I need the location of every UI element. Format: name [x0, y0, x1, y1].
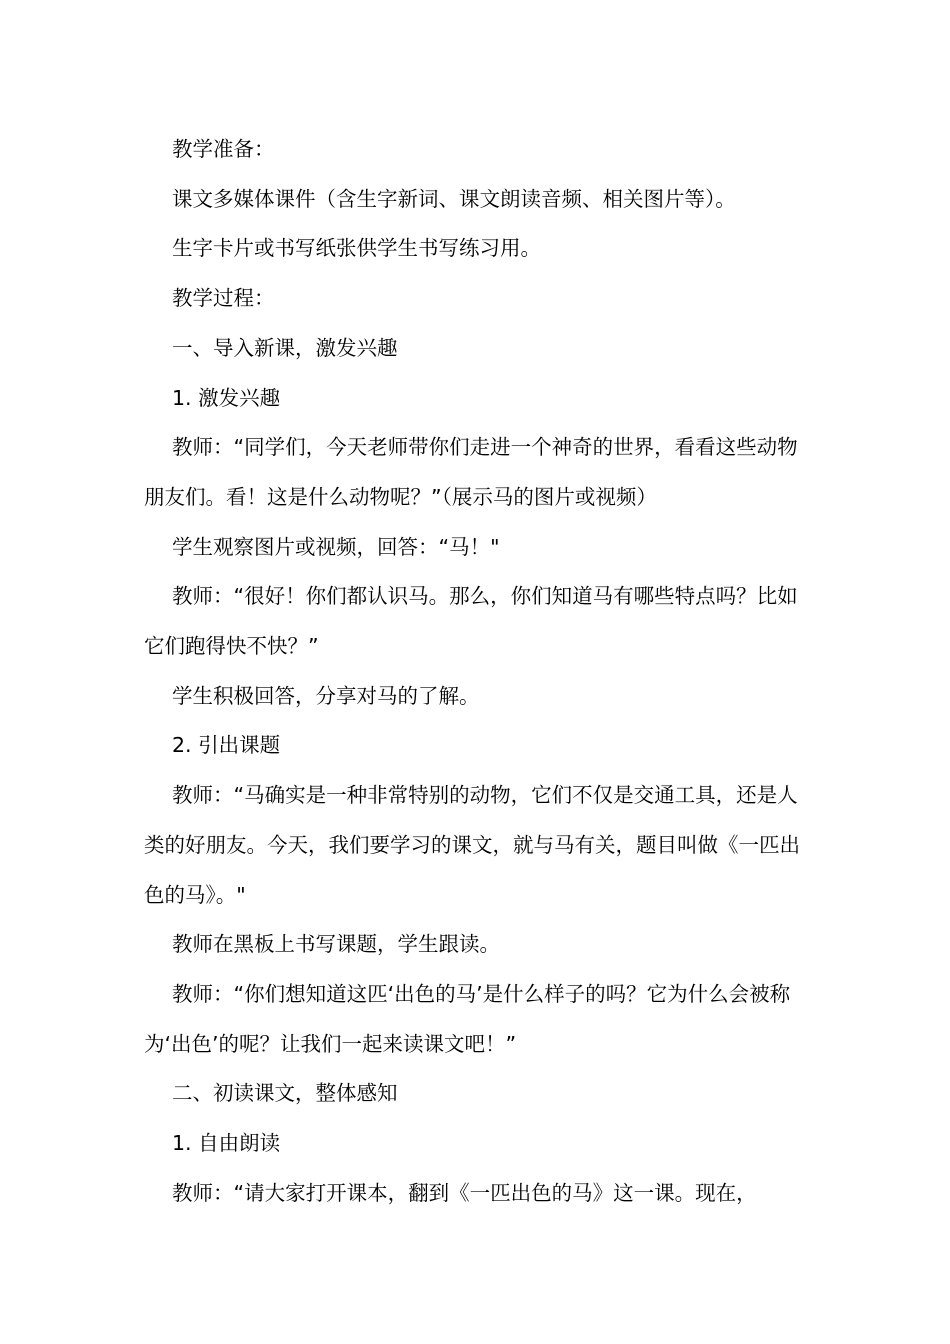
- heading-teaching-process: 教学过程：: [172, 286, 275, 311]
- section-heading-introduction: 一、导入新课，激发兴趣: [172, 335, 398, 360]
- document-body: [144, 125, 810, 1218]
- paragraph-teacher-intro: 教师：“同学们，今天老师带你们走进一个神奇的世界，看看这些动物朋友们。看！这是什么动物呢？”（展示马的图片或视频）: [144, 435, 798, 509]
- section-heading-first-reading: 二、初读课文，整体感知: [172, 1081, 398, 1106]
- paragraph-teacher-horse-features: 教师：“很好！你们都认识马。那么，你们知道马有哪些特点吗？比如它们跑得快不快？”: [144, 584, 798, 659]
- paragraph-multimedia-courseware: 课文多媒体课件（含生字新词、课文朗读音频、相关图片等）。: [172, 186, 736, 211]
- subheading-introduce-title: 2. 引出课题: [172, 733, 281, 758]
- paragraph-student-share: 学生积极回答，分享对马的了解。: [172, 683, 480, 708]
- subheading-free-reading: 1. 自由朗读: [172, 1131, 281, 1156]
- paragraph-student-answer: 学生观察图片或视频，回答：“马！": [172, 534, 500, 559]
- paragraph-teacher-title: 教师：“马确实是一种非常特别的动物，它们不仅是交通工具，还是人类的好朋友。今天，我们要学习的课文，就与马有关，题目叫做《一匹出色的马》。": [144, 783, 800, 907]
- paragraph-blackboard: 教师在黑板上书写课题，学生跟读。: [172, 932, 500, 957]
- paragraph-teacher-open-book: 教师：“请大家打开课本，翻到《一匹出色的马》这一课。现在，: [172, 1180, 757, 1205]
- paragraph-teacher-question: 教师：“你们想知道这匹‘出色的马’是什么样子的吗？它为什么会被称为‘出色’的呢？让我们一起来读课文吧！”: [144, 981, 791, 1056]
- heading-teaching-preparation: 教学准备：: [172, 137, 275, 161]
- paragraph-character-cards: 生字卡片或书写纸张供学生书写练习用。: [172, 236, 541, 261]
- subheading-stimulate-interest: 1. 激发兴趣: [172, 385, 281, 410]
